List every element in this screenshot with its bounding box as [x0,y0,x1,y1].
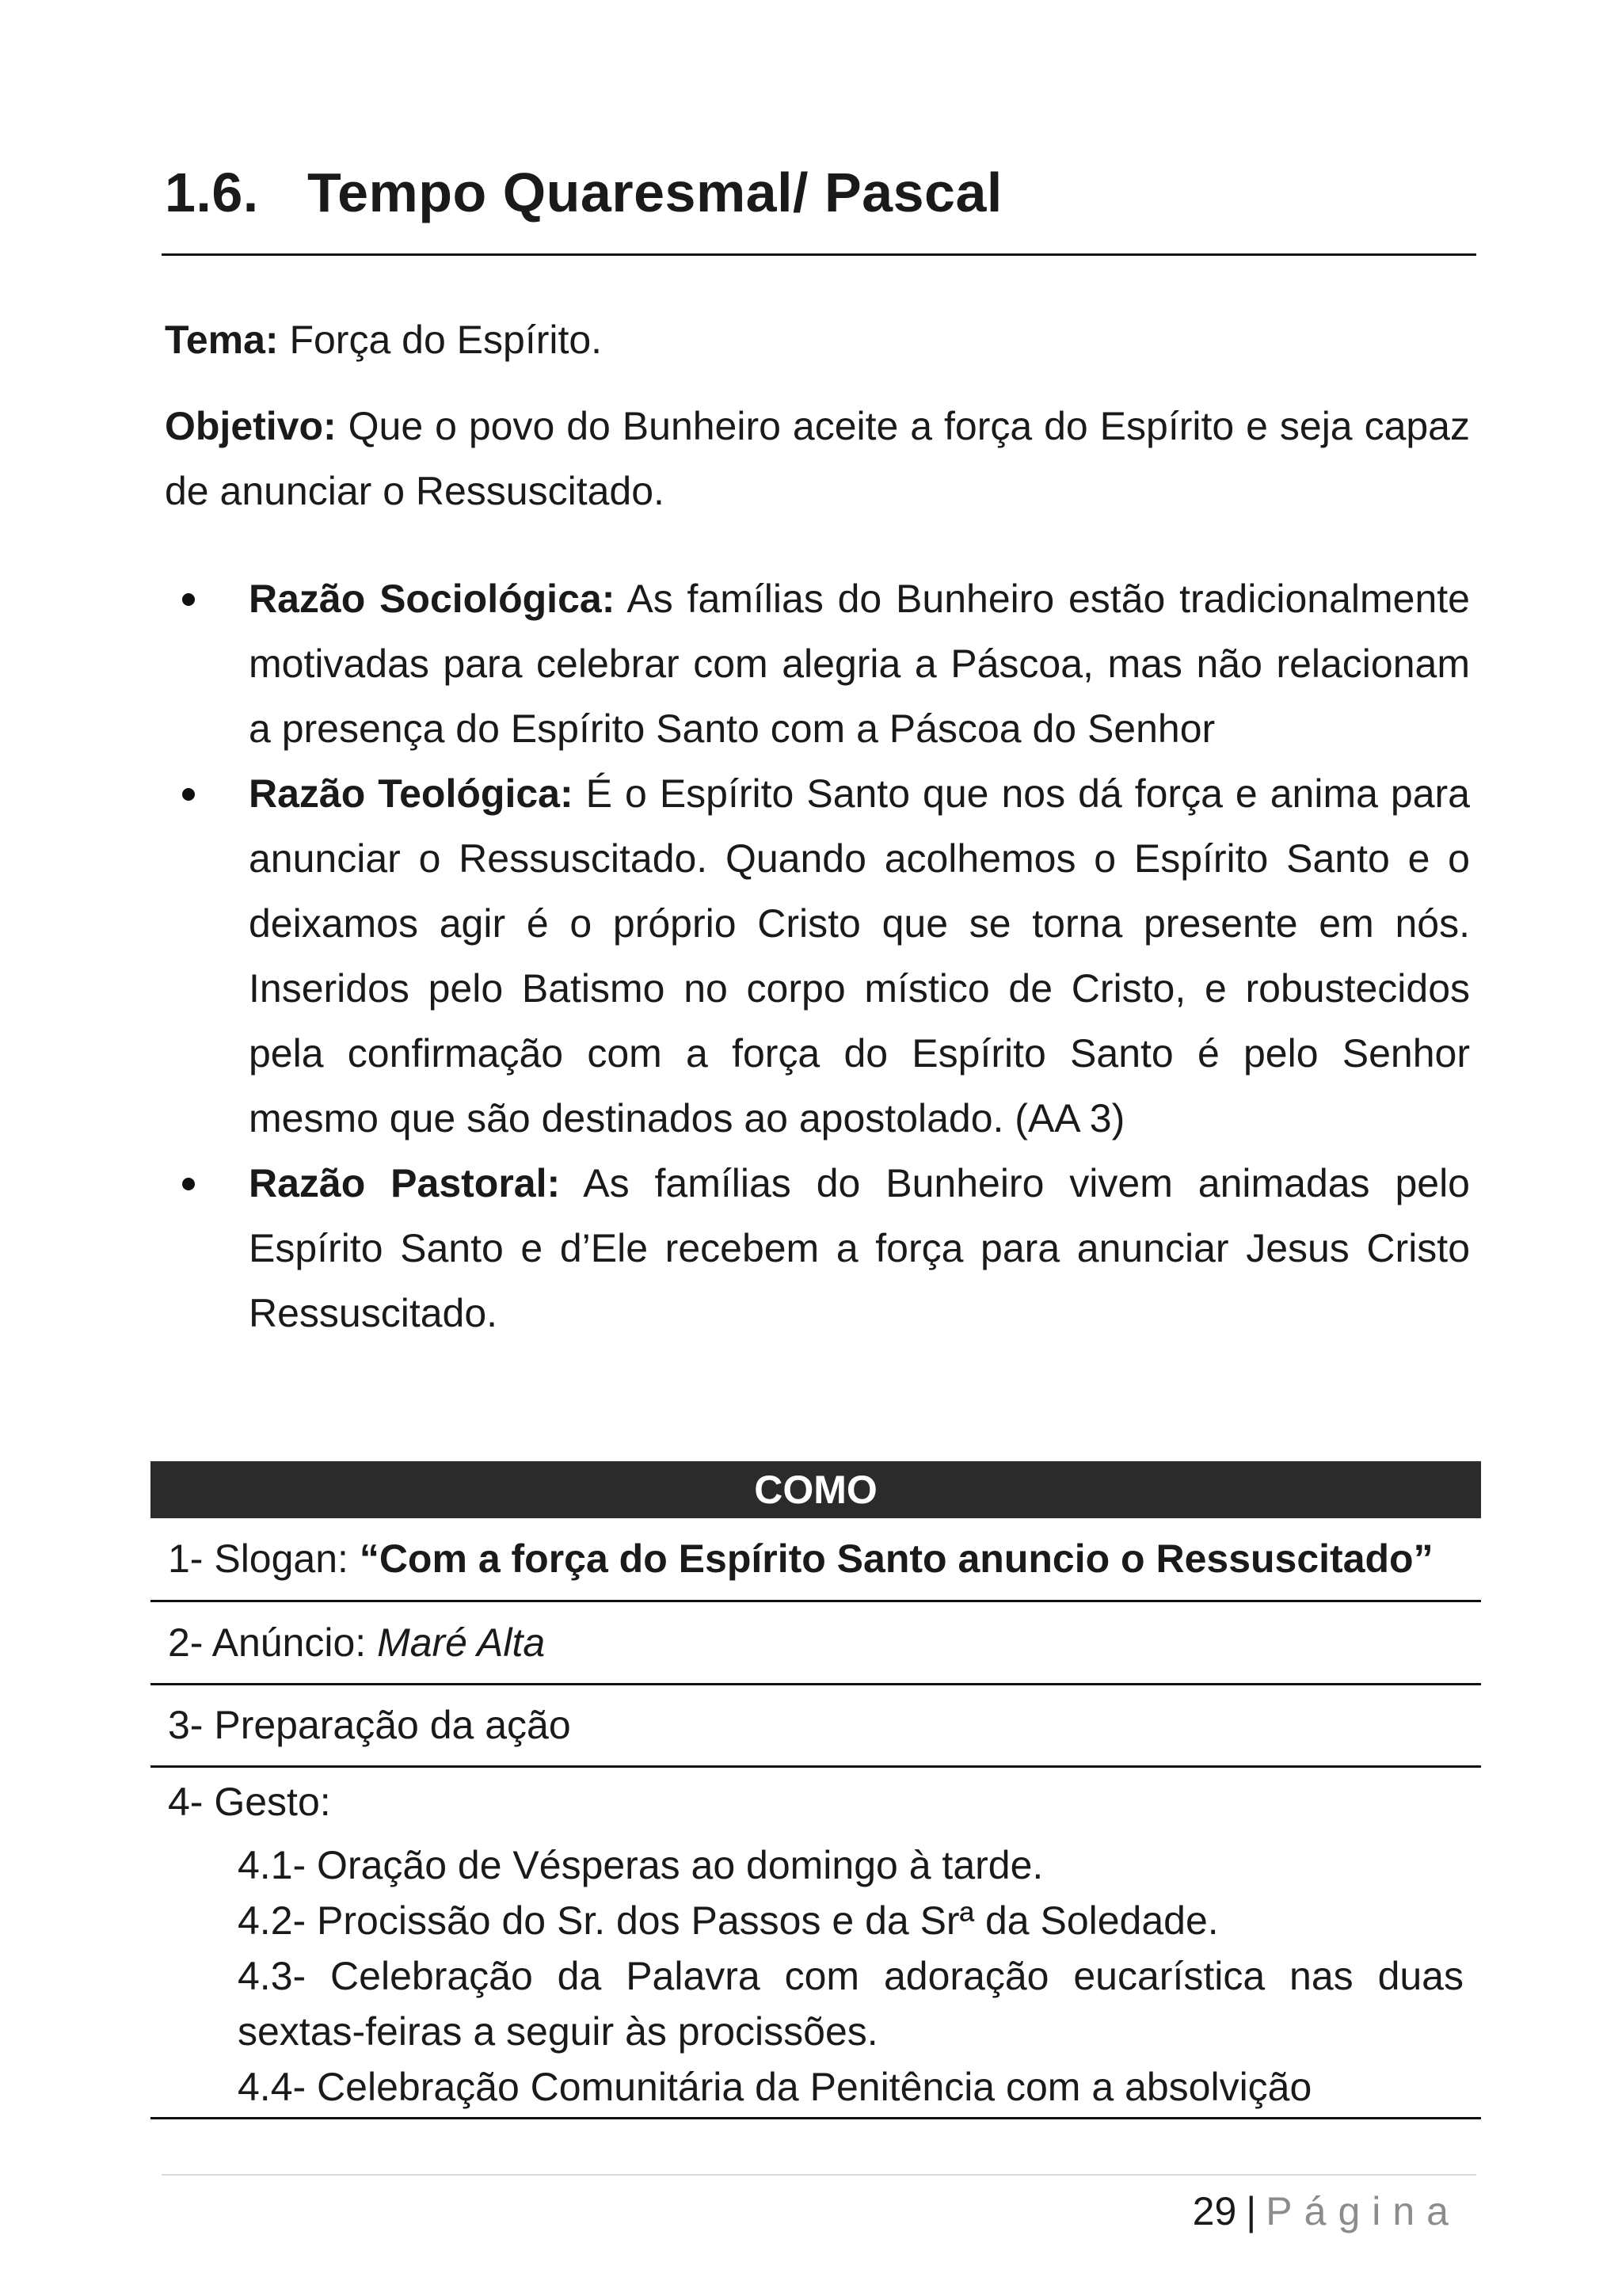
bullet-icon [182,1178,195,1190]
reason-label: Razão Teológica: [249,771,573,816]
section-number: 1.6. [165,162,259,223]
como-row-slogan [150,1518,1481,1602]
reason-label: Razão Sociológica: [249,577,615,621]
reason-item-sociologica [165,566,1470,761]
como-row-preparacao [150,1685,1481,1768]
objetivo-text: Que o povo do Bunheiro aceite a força do Espírito e seja capaz de anunciar o Ressuscitado. [165,404,1470,513]
gesto-item: 4.1- Oração de Vésperas ao domingo à tarde. [238,1843,1044,1887]
gesto-item: 4.4- Celebração Comunitária da Penitência com a absolvição [238,2065,1312,2109]
gesto-item: 4.3- Celebração da Palavra com adoração eucarística nas duas sextas-feiras a seguir às procissões. [238,1954,1464,2054]
tema-text: Força do Espírito. [278,318,603,362]
reason-text: É o Espírito Santo que nos dá força e anima para anunciar o Ressuscitado. Quando acolhemos o Espírito Santo e o deixamos agir é o próprio Cristo que se torna presente em nós. Inseridos pelo Batismo no corpo místico de Cristo, e robustecidos pela confirmação com a força do Espírito Santo é pelo Senhor mesmo que são destinados ao apostolado. (AA 3) [249,771,1470,1140]
anuncio-text: Maré Alta [377,1620,546,1665]
como-table [150,1461,1481,2119]
section-title-text: Tempo Quaresmal/ Pascal [307,162,1003,223]
como-header: COMO [150,1461,1481,1518]
row-prefix: 3- Preparação da ação [168,1703,571,1747]
tema-paragraph [165,307,1470,372]
slogan-text: “Com a força do Espírito Santo anuncio o Ressuscitado” [359,1536,1434,1581]
row-prefix: 1- Slogan: [168,1536,360,1581]
page-footer [1193,2184,1460,2239]
bullet-icon [182,788,195,801]
page-number: 29 [1192,2189,1237,2233]
como-row-anuncio [150,1602,1481,1685]
tema-label: Tema: [165,318,279,362]
reason-text: As famílias do Bunheiro estão tradicionalmente motivadas para celebrar com alegria a Páscoa, mas não relacionam a presença do Espírito Santo com a Páscoa do Senhor [249,577,1470,751]
reason-item-teologica [165,761,1470,1151]
footer-rule [162,2174,1476,2176]
objetivo-paragraph [165,394,1470,524]
como-row-gesto [150,1768,1481,2119]
row-prefix: 4- Gesto: [168,1780,331,1824]
reason-item-pastoral [165,1151,1470,1346]
title-underline [162,253,1476,256]
gesto-item: 4.2- Procissão do Sr. dos Passos e da Srª da Soledade. [238,1898,1219,1943]
bullet-icon [182,593,195,606]
page-word: Página [1266,2189,1460,2233]
reasons-list [165,566,1470,1346]
reason-label: Razão Pastoral: [249,1161,561,1205]
spacer [168,1831,1464,1837]
row-prefix: 2- Anúncio: [168,1620,378,1665]
reason-text: As famílias do Bunheiro vivem animadas pelo Espírito Santo e d’Ele recebem a força para anunciar Jesus Cristo Ressuscitado. [249,1161,1470,1335]
objetivo-label: Objetivo: [165,404,337,448]
footer-separator: | [1246,2189,1257,2233]
section-title [165,162,1003,223]
